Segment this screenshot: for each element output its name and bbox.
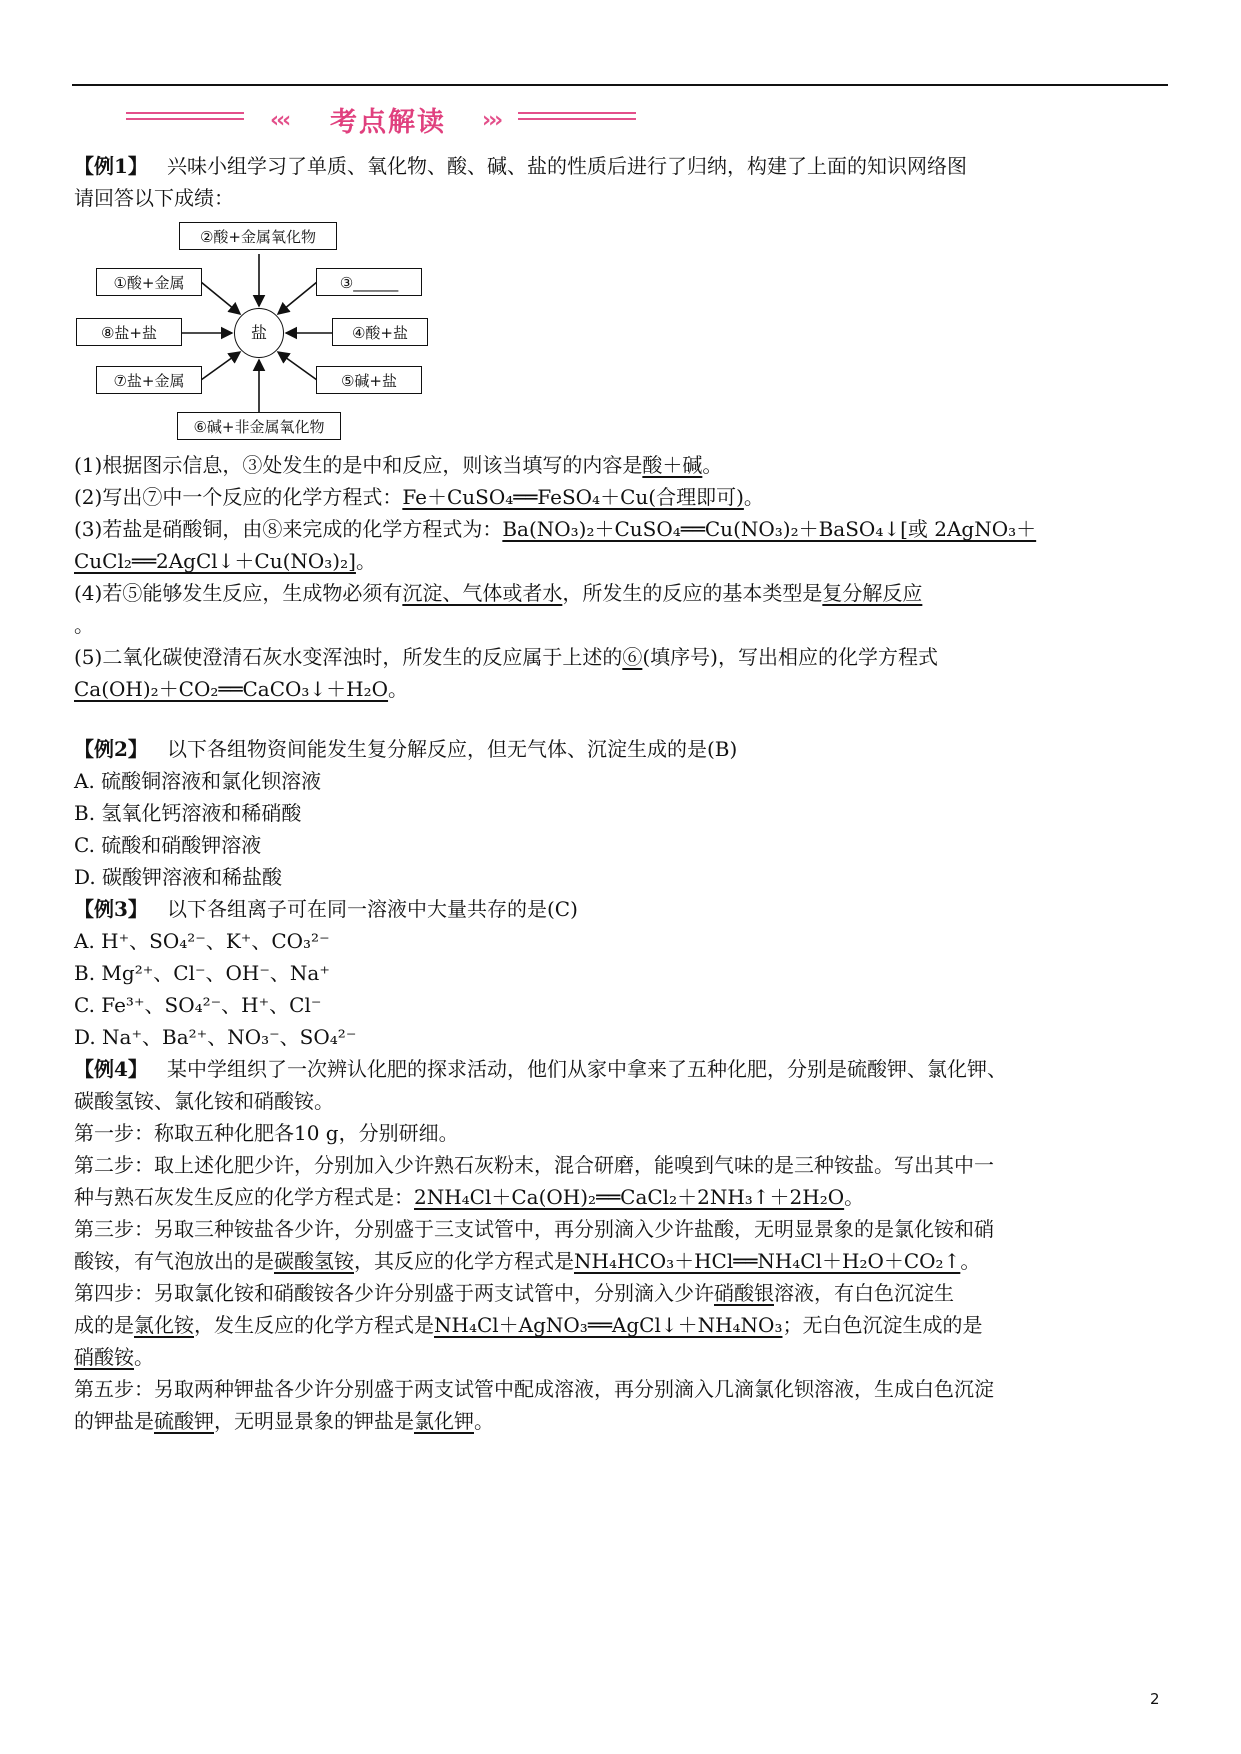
- box-acid-salt: ④酸+盐: [332, 318, 428, 346]
- answer: 氯化钾: [414, 1409, 474, 1433]
- ex4-step3-cont: 酸铵，有气泡放出的是碳酸氢铵，其反应的化学方程式是NH₄HCO₃＋HCl══NH₄Cl＋H₂O＋CO₂↑。: [74, 1249, 981, 1273]
- salt-knowledge-network-diagram: [74, 220, 474, 445]
- answer: 硫酸钾: [154, 1409, 214, 1433]
- box-salt-metal: ⑦盐+金属: [96, 366, 202, 394]
- ex4-step2-cont: 种与熟石灰发生反应的化学方程式是：2NH₄Cl＋Ca(OH)₂══CaCl₂＋2NH₃↑＋2H₂O。: [74, 1185, 865, 1209]
- section-title: 考点解读: [330, 107, 446, 138]
- section-header: [126, 98, 706, 142]
- box-acid-metal-oxide: ②酸+金属氧化物: [179, 222, 337, 250]
- box-base-nonmetal-oxide: ⑥碱+非金属氧化物: [177, 412, 341, 440]
- ex2-stem: 【例2】 以下各组物资间能发生复分解反应，但无气体、沉淀生成的是(B): [74, 737, 738, 761]
- answer: NH₄Cl＋AgNO₃══AgCl↓＋NH₄NO₃: [434, 1313, 783, 1337]
- answer: 碳酸氢铵: [274, 1249, 354, 1273]
- ex1-q4-cont: 。: [74, 613, 94, 637]
- answer: Ca(OH)₂＋CO₂══CaCO₃↓＋H₂O: [74, 677, 389, 701]
- header-left-lines: [126, 112, 244, 126]
- ex4-step3: 第三步：另取三种铵盐各少许，分别盛于三支试管中，再分别滴入少许盐酸，无明显景象的是氯化铵和硝: [74, 1217, 994, 1241]
- answer: Fe＋CuSO₄══FeSO₄＋Cu(合理即可): [402, 485, 744, 509]
- ex4-step2: 第二步：取上述化肥少许，分别加入少许熟石灰粉末，混合研磨，能嗅到气味的是三种铵盐。写出其中一: [74, 1153, 994, 1177]
- ex3-stem: 【例3】 以下各组离子可在同一溶液中大量共存的是(C): [74, 897, 578, 921]
- box-base-salt: ⑤碱+盐: [316, 366, 422, 394]
- answer: 复分解反应: [822, 581, 923, 605]
- ex1-intro2: 请回答以下成绩：: [74, 186, 234, 210]
- ex1-q3-cont: CuCl₂══2AgCl↓＋Cu(NO₃)₂]。: [74, 549, 376, 573]
- box-salt-salt: ⑧盐+盐: [76, 318, 182, 346]
- ex1-intro: 【例1】 兴味小组学习了单质、氧化物、酸、碱、盐的性质后进行了归纳，构建了上面的知识网络图: [74, 154, 967, 178]
- ex4-intro2: 碳酸氢铵、氯化铵和硝酸铵。: [74, 1089, 334, 1113]
- ex1-q1: (1)根据图示信息，③处发生的是中和反应，则该当填写的内容是酸＋碱。: [74, 453, 723, 477]
- answer: 硝酸银: [714, 1281, 774, 1305]
- answer: 酸＋碱: [642, 453, 703, 477]
- answer: 氯化铵: [134, 1313, 194, 1337]
- ex4-step5-cont: 的钾盐是硫酸钾，无明显景象的钾盐是氯化钾。: [74, 1409, 494, 1433]
- ex4-step1: 第一步：称取五种化肥各10 g，分别研细。: [74, 1121, 459, 1145]
- ex3-option: A. H⁺、SO₄²⁻、K⁺、CO₃²⁻: [74, 929, 330, 953]
- ex3-option: D. Na⁺、Ba²⁺、NO₃⁻、SO₄²⁻: [74, 1025, 357, 1049]
- ex4-step5: 第五步：另取两种钾盐各少许分别盛于两支试管中配成溶液，再分别滴入几滴氯化钡溶液，生成白色沉淀: [74, 1377, 994, 1401]
- ex2-option: A. 硫酸铜溶液和氯化钡溶液: [74, 769, 322, 793]
- chevrons-right: ›››: [482, 108, 501, 133]
- top-rule: [72, 84, 1168, 86]
- ex4-step4: 第四步：另取氯化铵和硝酸铵各少许分别盛于两支试管中，分别滴入少许硝酸银溶液，有白色沉淀生: [74, 1281, 954, 1305]
- ex2-option: C. 硫酸和硝酸钾溶液: [74, 833, 262, 857]
- ex4-step4-cont2: 硝酸铵。: [74, 1345, 154, 1369]
- answer: ⑥: [622, 645, 643, 669]
- ex1-q4: (4)若⑤能够发生反应，生成物必须有沉淀、气体或者水，所发生的反应的基本类型是复分解反应: [74, 581, 923, 605]
- answer: 2NH₄Cl＋Ca(OH)₂══CaCl₂＋2NH₃↑＋2H₂O: [414, 1185, 845, 1209]
- ex1-q2: (2)写出⑦中一个反应的化学方程式：Fe＋CuSO₄══FeSO₄＋Cu(合理即可)。: [74, 485, 764, 509]
- answer: Ba(NO₃)₂＋CuSO₄══Cu(NO₃)₂＋BaSO₄↓[或 2AgNO₃＋: [502, 517, 1037, 541]
- answer: NH₄HCO₃＋HCl══NH₄Cl＋H₂O＋CO₂↑: [574, 1249, 961, 1273]
- ex3-option: B. Mg²⁺、Cl⁻、OH⁻、Na⁺: [74, 961, 330, 985]
- chevrons-left: ‹‹‹: [270, 108, 289, 133]
- header-right-lines: [518, 112, 636, 126]
- ex4-step4-cont: 成的是氯化铵，发生反应的化学方程式是NH₄Cl＋AgNO₃══AgCl↓＋NH₄NO₃；无白色沉淀生成的是: [74, 1313, 983, 1337]
- answer: 硝酸铵: [74, 1345, 134, 1369]
- answer: 沉淀、气体或者水: [402, 581, 563, 605]
- center-salt-circle: 盐: [234, 308, 284, 358]
- ex4-intro: 【例4】 某中学组织了一次辨认化肥的探求活动，他们从家中拿来了五种化肥，分别是硫酸钾、氯化钾、: [74, 1057, 1007, 1081]
- document-body: [74, 150, 1174, 1437]
- page-number: 2: [1150, 1690, 1160, 1708]
- box-acid-metal: ①酸+金属: [96, 268, 202, 296]
- ex3-option: C. Fe³⁺、SO₄²⁻、H⁺、Cl⁻: [74, 993, 322, 1017]
- ex1-q3: (3)若盐是硝酸铜，由⑧来完成的化学方程式为：Ba(NO₃)₂＋CuSO₄══Cu(NO₃)₂＋BaSO₄↓[或 2AgNO₃＋: [74, 517, 1037, 541]
- ex2-option: B. 氢氧化钙溶液和稀硝酸: [74, 801, 302, 825]
- box-blank-3: ③______: [316, 268, 422, 296]
- ex2-option: D. 碳酸钾溶液和稀盐酸: [74, 865, 283, 889]
- answer: CuCl₂══2AgCl↓＋Cu(NO₃)₂]: [74, 549, 356, 573]
- ex1-q5: (5)二氧化碳使澄清石灰水变浑浊时，所发生的反应属于上述的⑥(填序号)，写出相应的化学方程式: [74, 645, 938, 669]
- ex1-q5-cont: Ca(OH)₂＋CO₂══CaCO₃↓＋H₂O。: [74, 677, 409, 701]
